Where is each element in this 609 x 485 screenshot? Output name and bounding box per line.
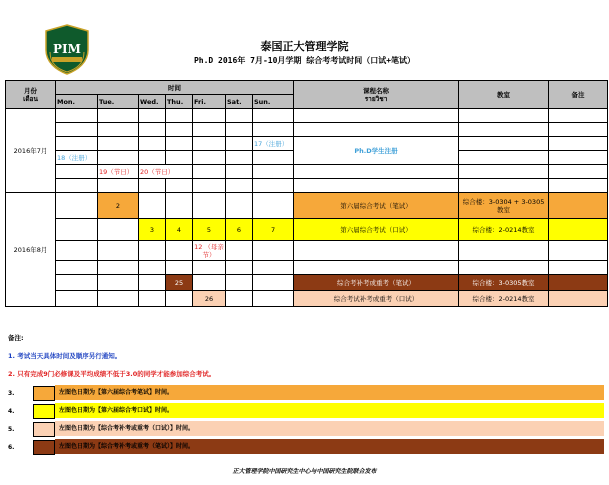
month-header: 月份 เดือน: [6, 81, 56, 109]
notes-label: 备注:: [8, 334, 24, 342]
aug-4-cell: 4: [166, 219, 193, 241]
legend-swatch-brown: [33, 440, 55, 455]
day-sun: Sun.: [253, 95, 294, 109]
legend-swatch-yellow: [33, 404, 55, 419]
footer-text: 正大管理学院中国研究生中心与中国研究生院联合发布: [232, 468, 377, 475]
legend-swatch-orange: [33, 386, 55, 401]
room-makeup-written-cell: 综合楼：3-0305教室: [459, 275, 549, 291]
course-makeup-oral-cell: 综合考试补考或重考（口试）: [294, 291, 459, 307]
legend-num-4: 4.: [8, 408, 15, 415]
day-wed: Wed.: [139, 95, 166, 109]
legend-num-6: 6.: [8, 444, 15, 451]
time-header: 时间: [56, 81, 294, 95]
note-1: 1. 考试当天具体时间及顺序另行通知。: [8, 352, 122, 360]
july-17-cell: 17（注册）: [253, 137, 294, 151]
legend-num-3: 3.: [8, 390, 15, 397]
room-written-cell: 综合楼：3-0304 + 3-0305教室: [459, 193, 549, 219]
day-tue: Tue.: [98, 95, 139, 109]
course-oral-cell: 第六届综合考试（口试）: [294, 219, 459, 241]
course-header: 课程名称 รายวิชา: [294, 81, 459, 109]
page-subtitle: Ph.D 2016年 7月-10月学期 综合考考试时间（口试+笔试）: [193, 56, 416, 65]
aug-12-cell: 12 （母亲节）: [194, 242, 224, 259]
course-written-cell: 第六届综合考试（笔试）: [294, 193, 459, 219]
july-18-cell: 18（注册）: [56, 151, 98, 165]
day-mon: Mon.: [56, 95, 98, 109]
july-20-cell: 20（节日）: [139, 165, 193, 179]
aug-25-cell: 25: [166, 275, 193, 291]
schedule-table: [5, 80, 608, 307]
month-august: 2016年8月: [6, 193, 56, 307]
note-2: 2. 只有完成9门必修课及平均成绩不低于3.0的同学才能参加综合考试。: [8, 370, 216, 378]
legend-num-5: 5.: [8, 426, 15, 433]
legend-text-makeup-written: 左图色日期为【综合考补考或重考（笔试）】时间。: [55, 439, 604, 454]
day-fri: Fri.: [193, 95, 226, 109]
aug-7-cell: 7: [253, 219, 294, 241]
day-thu: Thu.: [166, 95, 193, 109]
aug-26-cell: 26: [193, 291, 226, 307]
legend-text-makeup-oral: 左图色日期为【综合考补考或重考（口试）】时间。: [55, 421, 604, 436]
aug-5-cell: 5: [193, 219, 226, 241]
page-title: 泰国正大管理学院: [260, 40, 349, 53]
legend-text-written: 左图色日期为【第六届综合考笔试】时间。: [55, 385, 604, 400]
room-oral-cell: 综合楼：2-0214教室: [459, 219, 549, 241]
aug-3-cell: 3: [139, 219, 166, 241]
legend-text-oral: 左图色日期为【第六届综合考口试】时间。: [55, 403, 604, 418]
course-makeup-written-cell: 综合考补考或重考（笔试）: [294, 275, 459, 291]
phd-register-cell: Ph.D学生注册: [294, 137, 459, 165]
aug-2-cell: 2: [98, 193, 139, 219]
aug-6-cell: 6: [226, 219, 253, 241]
legend-swatch-peach: [33, 422, 55, 437]
room-header: 教室: [459, 81, 549, 109]
svg-text:PIM: PIM: [53, 42, 81, 56]
note-header: 备注: [549, 81, 608, 109]
day-sat: Sat.: [226, 95, 253, 109]
month-july: 2016年7月: [6, 109, 56, 193]
july-19-cell: 19（节日）: [98, 165, 139, 179]
room-makeup-oral-cell: 综合楼：2-0214教室: [459, 291, 549, 307]
